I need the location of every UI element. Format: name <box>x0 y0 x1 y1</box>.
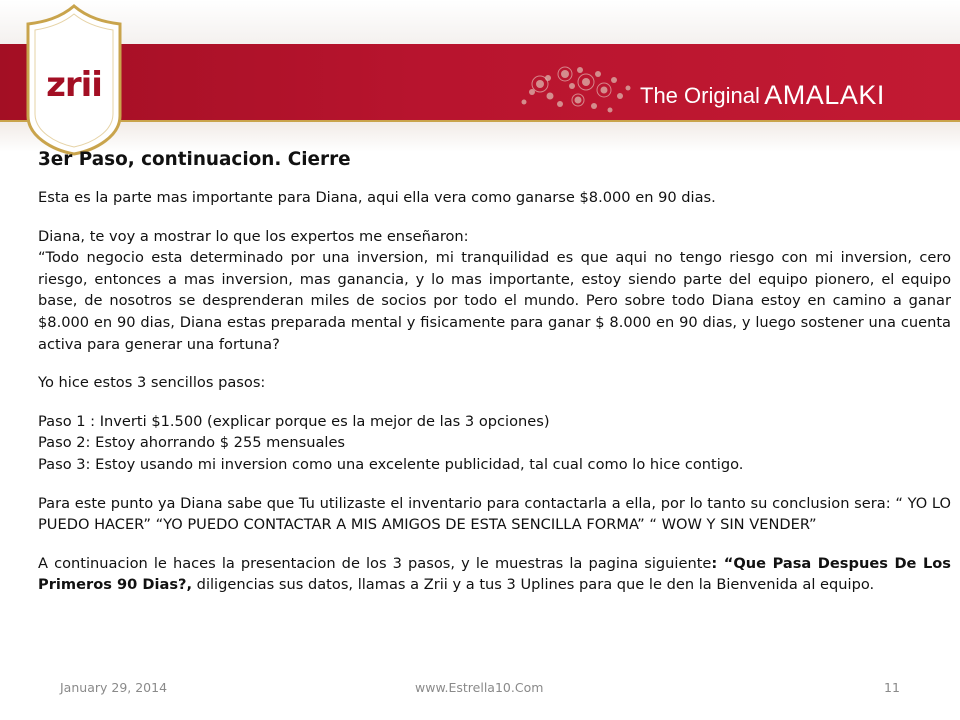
step-2: Paso 2: Estoy ahorrando $ 255 mensuales <box>38 434 346 452</box>
slide-body <box>38 147 951 596</box>
quote-paragraph: “Todo negocio esta determinado por una inversion, mi tranquilidad es que aqui no tengo riesgo con mi inversion, cero riesgo, entonces a mas inversion, mas ganancia, y lo mas importante, estoy siendo parte del equipo pionero, el equipo base, de nosotros se desprenderan miles de socios por todo el mundo. Pero sobre todo Diana estoy en camino a ganar $8.000 en 90 dias, Diana estas preparada mental y fisicamente para ganar $ 8.000 en 90 dias, y luego sostener una cuenta activa para generar una fortuna? <box>38 249 951 353</box>
banner-title-small: The Original <box>640 83 760 108</box>
step-3: Paso 3: Estoy usando mi inversion como una excelente publicidad, tal cual como lo hice contigo. <box>38 455 744 473</box>
steps-intro: Yo hice estos 3 sencillos pasos: <box>38 374 266 392</box>
flower-ornament-icon <box>510 44 640 124</box>
paragraph-intro: Esta es la parte mas importante para Diana, aqui ella vera como ganarse $8.000 en 90 dias. <box>38 189 716 206</box>
next-page-text-end: diligencias sus datos, llamas a Zrii y a tus 3 Uplines para que le den la Bienvenida al equipo. <box>192 576 875 594</box>
next-page-link-text: : “Que Pasa Despues De Los Primeros 90 Dias?, <box>38 554 951 594</box>
footer-page-number: 11 <box>884 680 900 695</box>
banner-title <box>640 80 885 111</box>
paragraph-experts: Diana, te voy a mostrar lo que los expertos me enseñaron: <box>38 227 469 245</box>
slide-heading: 3er Paso, continuacion. Cierre <box>38 149 351 170</box>
zrii-logo <box>22 4 126 156</box>
paragraph-next-page <box>38 553 951 596</box>
footer-website: www.Estrella10.Com <box>415 680 544 695</box>
next-page-text-start: A continuacion le haces la presentacion de los 3 pasos, y le muestras la pagina siguiente <box>38 554 712 572</box>
banner-title-big: AMALAKI <box>764 80 885 110</box>
step-1: Paso 1 : Inverti $1.500 (explicar porque es la mejor de las 3 opciones) <box>38 412 550 430</box>
banner-top-fade <box>0 0 960 44</box>
paragraph-conclusion: Para este punto ya Diana sabe que Tu utilizaste el inventario para contactarla a ella, por lo tanto su conclusion sera: “ YO LO PUEDO HACER” “YO PUEDO CONTACTAR A MIS AMIGOS DE ESTA SENCILLA FORMA” “ WOW Y SIN VENDER” <box>38 494 951 534</box>
svg-text:zrii: zrii <box>46 65 102 105</box>
footer-date: January 29, 2014 <box>60 680 168 695</box>
